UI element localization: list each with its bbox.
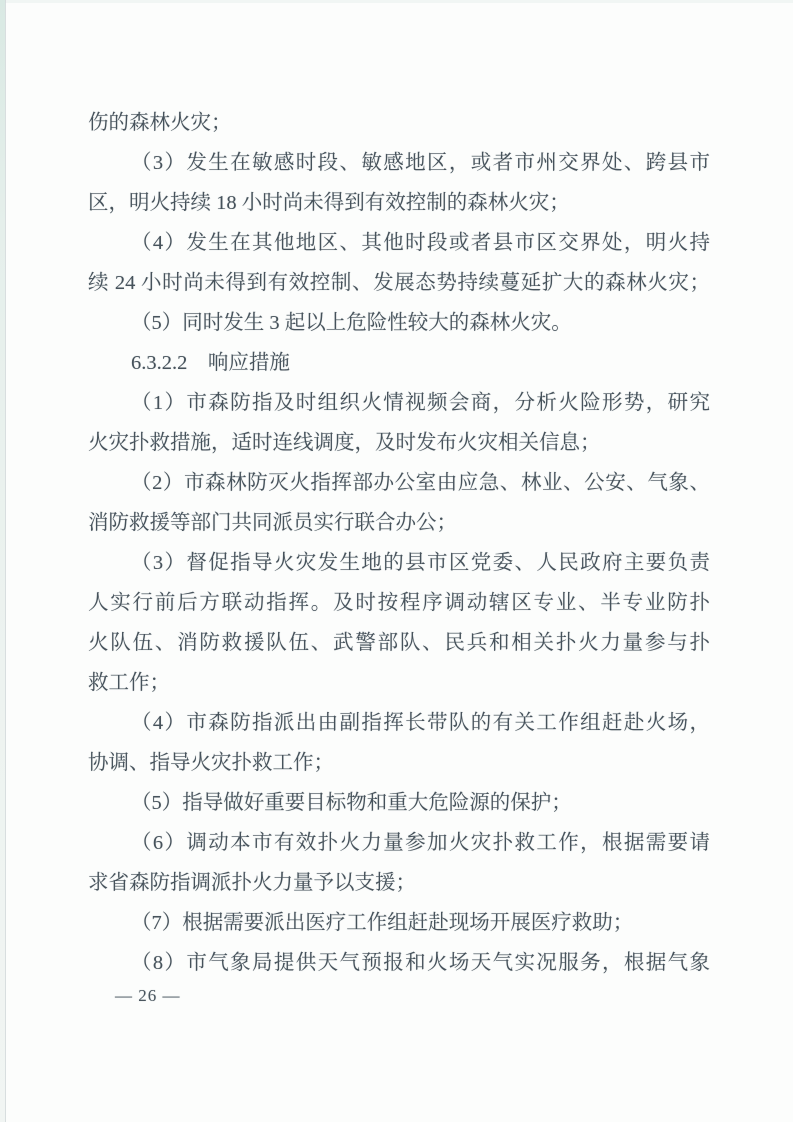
text-line: （3）发生在敏感时段、敏感地区，或者市州交界处、跨县市 [131,152,710,174]
text-line: （7）根据需要派出医疗工作组赶赴现场开展医疗救助； [131,912,634,934]
section-heading: 6.3.2.2 响应措施 [131,352,290,374]
text-line: （5）指导做好重要目标物和重大危险源的保护； [131,792,572,814]
text-line: 续 24 小时尚未得到有效控制、发展态势持续蔓延扩大的森林火灾； [88,272,710,294]
scan-top-edge-artifact [0,0,793,3]
text-line: 协调、指导火灾扑救工作； [88,752,334,774]
text-line: （6）调动本市有效扑火力量参加火灾扑救工作，根据需要请 [131,832,710,854]
text-line: 火灾扑救措施，适时连线调度，及时发布火灾相关信息； [88,432,601,454]
text-line: （4）发生在其他地区、其他时段或者县市区交界处，明火持 [131,232,710,254]
text-line: （2）市森林防灭火指挥部办公室由应急、林业、公安、气象、 [131,472,710,494]
text-block [88,103,710,983]
page-number: — 26 — [115,986,181,1005]
text-line: （1）市森防指及时组织火情视频会商，分析火险形势，研究 [131,392,710,414]
text-line: 伤的森林火灾； [88,112,232,134]
text-line: 救工作； [88,672,170,694]
text-line: （3）督促指导火灾发生地的县市区党委、人民政府主要负责 [131,552,710,574]
scan-edge-line-artifact [5,0,6,1122]
text-line: 区，明火持续 18 小时尚未得到有效控制的森林火灾； [88,192,570,214]
text-line: （4）市森防指派出由副指挥长带队的有关工作组赶赴火场， [131,712,710,734]
text-line: 人实行前后方联动指挥。及时按程序调动辖区专业、半专业防扑 [88,592,710,614]
text-line: 消防救援等部门共同派员实行联合办公； [88,512,457,534]
text-line: 求省森防指调派扑火力量予以支援； [88,872,416,894]
text-line: （5）同时发生 3 起以上危险性较大的森林火灾。 [131,312,572,334]
text-line: （8）市气象局提供天气预报和火场天气实况服务，根据气象 [131,952,710,974]
text-line: 火队伍、消防救援队伍、武警部队、民兵和相关扑火力量参与扑 [88,632,710,654]
